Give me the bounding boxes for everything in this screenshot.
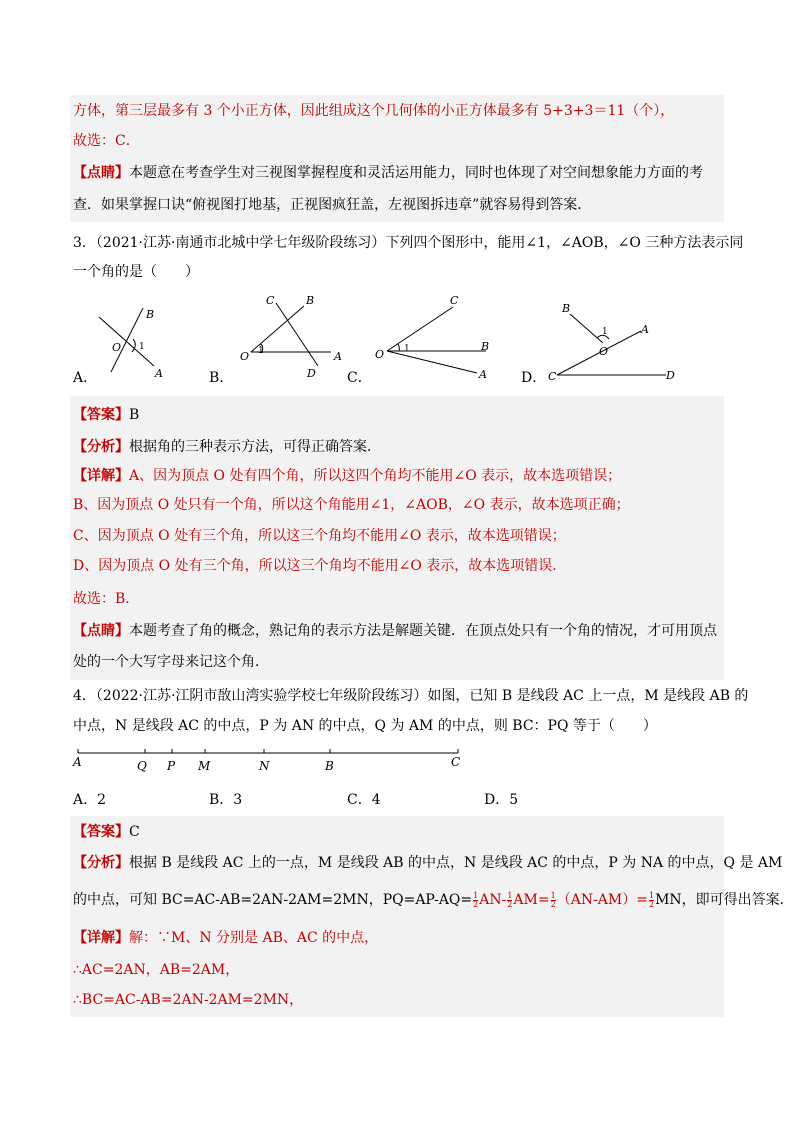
q3-answer: 【答案】B <box>73 407 140 423</box>
q3-figures <box>0 288 794 398</box>
svg-text:A: A <box>479 368 487 381</box>
point-a: A <box>73 755 82 769</box>
fraction-half: $\frac{1}{2}$ <box>507 890 513 909</box>
q4-segment-figure <box>66 744 486 780</box>
q4-detail-1: 【详解】解：∵M、N 分别是 AB、AC 的中点， <box>73 930 379 946</box>
q3-note-2: 处的一个大写字母来记这个角． <box>73 654 269 670</box>
q4-option-d: D．5 <box>484 792 519 808</box>
q4-analysis-1: 【分析】根据 B 是线段 AC 上的一点，M 是线段 AB 的中点，N 是线段 AC 的中点，P 为 NA 的中点，Q 是 AM <box>73 855 783 871</box>
svg-text:D: D <box>307 367 316 380</box>
q4-detail-2: ∴AC=2AN，AB=2AM， <box>73 962 240 978</box>
q3-stem-1: 3．（2021·江苏·南通市北城中学七年级阶段练习）下列四个图形中，能用∠1，∠AOB，∠O 三种方法表示同 <box>73 235 744 251</box>
block1-line1: 方体，第三层最多有 3 个小正方体，因此组成这个几何体的小正方体最多有 5+3+3＝11（个）， <box>73 103 675 119</box>
q3-analysis: 【分析】根据角的三种表示方法，可得正确答案． <box>73 439 381 455</box>
q4-analysis-2: 的中点，可知 BC=AC-AB=2AN-2AM=2MN，PQ=AP-AQ= $\frac{1}{2}$ AN- $\frac{1}{2}$ AM= $\frac{1}{2}$ （AN-AM）= $\frac{1}{2}$ MN，即可得出答案． <box>73 890 794 909</box>
fraction-half: $\frac{1}{2}$ <box>473 890 479 909</box>
q4-detail-3: ∴BC=AC-AB=2AN-2AM=2MN， <box>73 992 304 1008</box>
q4-answer: 【答案】C <box>73 824 140 840</box>
q4-option-c: C．4 <box>347 792 381 808</box>
q3-detail-3: C、因为顶点 O 处有三个角，所以这三个角均不能用∠O 表示，故本选项错误； <box>73 528 566 544</box>
point-b: B <box>325 759 334 773</box>
q3-choose: 故选：B． <box>73 591 140 607</box>
q3-note: 【点睛】本题考查了角的概念，熟记角的表示方法是解题关键．在顶点处只有一个角的情况，才可用顶点 <box>73 623 717 639</box>
label-o: O <box>112 341 122 354</box>
fraction-half: $\frac{1}{2}$ <box>648 890 655 909</box>
svg-text:O: O <box>599 345 609 358</box>
q3-stem-2: 一个角的是（ ） <box>73 264 199 280</box>
svg-text:C: C <box>548 370 557 383</box>
q4-option-a: A．2 <box>73 792 107 808</box>
svg-text:1: 1 <box>139 342 145 352</box>
solution-block-q4 <box>70 816 724 1017</box>
svg-text:O: O <box>240 350 250 363</box>
q4-stem-2: 中点，N 是线段 AC 的中点，P 为 AN 的中点，Q 为 AM 的中点，则 BC：PQ 等于（ ） <box>73 718 657 734</box>
q3-option-c: C． <box>347 370 372 386</box>
svg-text:1: 1 <box>602 327 608 337</box>
point-m: M <box>198 759 211 773</box>
svg-text:C: C <box>450 294 459 307</box>
svg-text:A: A <box>641 323 649 336</box>
svg-text:B: B <box>562 302 571 315</box>
svg-text:1: 1 <box>404 344 410 354</box>
block1-line4: 查．如果掌握口诀“俯视图打地基，正视图疯狂盖，左视图拆违章”就容易得到答案． <box>73 197 592 213</box>
svg-text:B: B <box>306 294 315 307</box>
svg-text:C: C <box>266 294 275 307</box>
svg-text:O: O <box>375 348 385 361</box>
q3-option-b: B． <box>209 370 234 386</box>
block1-note <box>73 163 703 183</box>
point-c: C <box>451 755 461 769</box>
q3-detail-2: B、因为顶点 O 处只有一个角，所以这个角能用∠1，∠AOB，∠O 表示，故本选项正确； <box>73 497 630 513</box>
svg-text:1: 1 <box>258 346 264 356</box>
q3-detail-1: 【详解】A、因为顶点 O 处有四个角，所以这四个角均不能用∠O 表示，故本选项错误； <box>73 468 622 484</box>
figure-d-labels <box>548 302 675 383</box>
q3-option-a: A． <box>73 370 98 386</box>
label-a: A <box>155 367 163 380</box>
svg-text:B: B <box>481 340 490 353</box>
label-b: B <box>146 308 155 321</box>
point-p: P <box>167 759 176 773</box>
svg-text:A: A <box>334 350 342 363</box>
q4-stem-1: 4．（2022·江苏·江阴市敔山湾实验学校七年级阶段练习）如图，已知 B 是线段 AC 上一点，M 是线段 AB 的 <box>73 688 749 704</box>
figure-b-labels <box>240 294 342 380</box>
q3-option-d: D． <box>521 370 547 386</box>
figure-d <box>557 314 666 375</box>
fraction-half: $\frac{1}{2}$ <box>550 890 556 909</box>
figure-c-labels <box>375 294 489 381</box>
note-text: 本题意在考查学生对三视图掌握程度和灵活运用能力，同时也体现了对空间想象能力方面的考 <box>129 165 703 181</box>
point-q: Q <box>137 759 147 773</box>
block1-line2: 故选：C． <box>73 133 140 149</box>
figure-c <box>387 307 486 373</box>
q3-detail-4: D、因为顶点 O 处有三个角，所以这三个角均不能用∠O 表示，故本选项错误． <box>73 558 567 574</box>
svg-text:D: D <box>666 369 675 382</box>
point-n: N <box>259 759 270 773</box>
figure-b <box>251 303 331 366</box>
q4-option-b: B．3 <box>209 792 243 808</box>
note-tag: 【点睛】 <box>73 165 129 181</box>
